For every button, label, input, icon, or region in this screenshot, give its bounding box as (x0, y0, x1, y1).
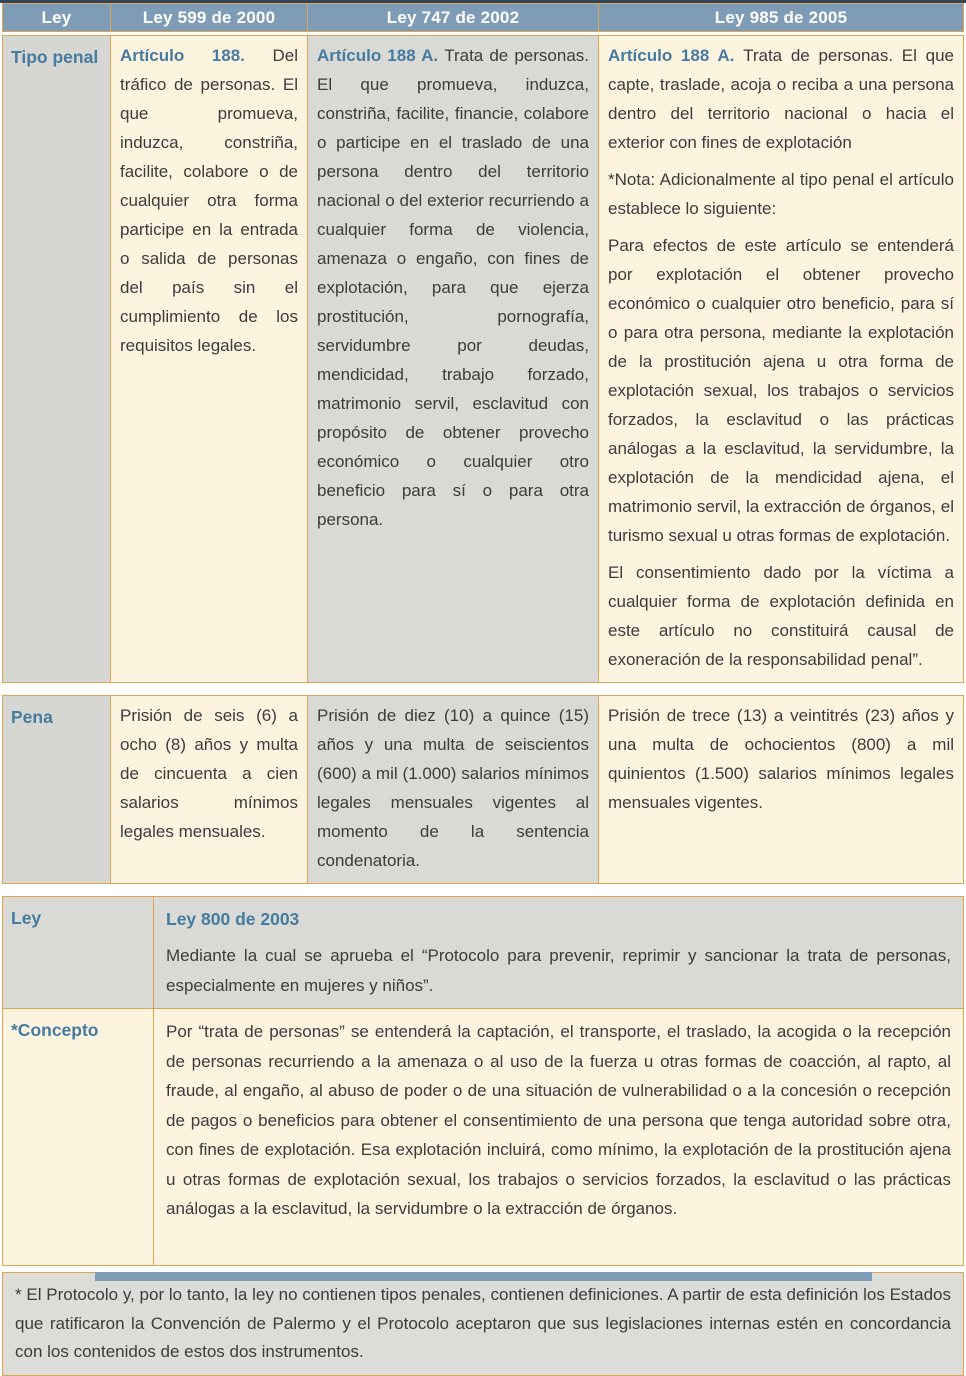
pena-ley747-cell (307, 696, 598, 883)
articulo-188a-985-p4: El consentimiento dado por la víctima a cualquier forma de explotación definida en este artículo no constituirá causal de exoneración de la responsabilidad penal”. (608, 563, 954, 669)
articulo-188-lead: Artículo 188. (120, 46, 273, 65)
articulo-188a-985-p3: Para efectos de este artículo se entenderá por explotación el obtener provecho económico o cualquier otro beneficio, para sí o para otra persona, mediante la explotación de la prostitución ajena u otra forma de explotación sexual, los trabajos o servicios forzados, la esclavitud o las prácticas análogas a la esclavitud, la servidumbre, la explotación de la mendicidad ajena, el matrimonio servil, la extracción de órganos, el turismo sexual u otras formas de explotación. (608, 236, 954, 545)
articulo-188a-985-nota: *Nota: Adicionalmente al tipo penal el artículo establece lo siguiente: (608, 170, 954, 218)
tipo-penal-label: Tipo penal (3, 36, 110, 682)
next-table-header-strip (95, 1272, 872, 1281)
tipo-penal-band (2, 35, 964, 683)
articulo-188a-985-p1: Trata de personas. El que capte, traslade, acoja o reciba a una persona dentro del territorio nacional o hacia el exterior con fines de explotación (608, 46, 954, 152)
articulo-188a-747-lead: Artículo 188 A. (317, 46, 445, 65)
ley800-title: Ley 800 de 2003 (166, 909, 300, 929)
header-ley-747-2002: Ley 747 de 2002 (307, 4, 598, 31)
header-ley-599-2000: Ley 599 de 2000 (110, 4, 307, 31)
ley800-label: Ley (3, 897, 153, 1008)
tipo-penal-ley985-cell (598, 36, 963, 682)
pena-label: Pena (3, 696, 110, 883)
header-ley: Ley (41, 7, 72, 27)
tipo-penal-ley599-cell (110, 36, 307, 682)
footnote-text: * El Protocolo y, por lo tanto, la ley no contienen tipos penales, contienen definiciones. A partir de esta definición los Estados que ratificaron la Convención de Palermo y el Protocolo aceptaron que sus legislaciones internas estén en concordancia con los contenidos de estos dos instrumentos. (15, 1285, 951, 1361)
tipo-penal-ley747-cell (307, 36, 598, 682)
table1-header-row (3, 4, 963, 31)
footnote-band (2, 1272, 964, 1376)
articulo-188a-747-text: Trata de personas. El que promueva, induzca, constriña, facilite, financie, colabore o participe en el traslado de una persona dentro del territorio nacional o del exterior recurriendo a cualquier forma de violencia, amenaza o engaño, con fines de explotación, para que ejerza prostitución, pornografía, servidumbre por deudas, mendicidad, trabajo forzado, matrimonio servil, esclavitud con propósito de obtener provecho económico o cualquier otro beneficio para sí o para otra persona. (317, 46, 589, 529)
pena-ley985-cell (598, 696, 963, 883)
ley800-text: Mediante la cual se aprueba el “Protocolo para prevenir, reprimir y sancionar la trata de personas, especialmente en mujeres y niños”. (166, 946, 951, 995)
pena-ley747-text: Prisión de diez (10) a quince (15) años y una multa de seiscientos (600) a mil (1.000) salarios mínimos legales mensuales vigentes al momento de la sentencia condenatoria. (317, 706, 589, 870)
articulo-188a-985-lead: Artículo 188 A. (608, 46, 744, 65)
ley800-content-cell (153, 897, 963, 1008)
header-ley-985-2005: Ley 985 de 2005 (598, 4, 963, 31)
pena-ley985-text: Prisión de trece (13) a veintitrés (23) años y una multa de ochocientos (800) a mil quinientos (1.500) salarios mínimos legales mensuales vigentes. (608, 706, 954, 812)
table2-band (2, 896, 964, 1266)
concepto-row (3, 1009, 963, 1265)
articulo-188-text: Del tráfico de personas. El que promueva, induzca, constriña, facilite, colabore o de cualquier otra forma participe en la entrada o salida de personas del país sin el cumplimiento de los requisitos legales. (120, 46, 298, 355)
pena-ley599-cell (110, 696, 307, 883)
tipo-penal-row (3, 36, 963, 682)
table1-header (2, 3, 964, 32)
pena-ley599-text: Prisión de seis (6) a ocho (8) años y multa de cincuenta a cien salarios mínimos legales mensuales. (120, 706, 298, 841)
pena-band (2, 695, 964, 884)
concepto-content-cell (153, 1009, 963, 1265)
pena-row (3, 696, 963, 883)
ley800-row (3, 897, 963, 1009)
concepto-label: *Concepto (3, 1009, 153, 1265)
concepto-text: Por “trata de personas” se entenderá la captación, el transporte, el traslado, la acogida o la recepción de personas recurriendo a la amenaza o al uso de la fuerza u otras formas de coacción, al rapto, al fraude, al engaño, al abuso de poder o de una situación de vulnerabilidad o a la concesión o recepción de pagos o beneficios para obtener el consentimiento de una persona que tenga autoridad sobre otra, con fines de explotación. Esa explotación incluirá, como mínimo, la explotación de la prostitución ajena u otras formas de explotación sexual, los trabajos o servicios forzados, la esclavitud o las prácticas análogas a la esclavitud, la servidumbre o la extracción de órganos. (166, 1022, 951, 1218)
